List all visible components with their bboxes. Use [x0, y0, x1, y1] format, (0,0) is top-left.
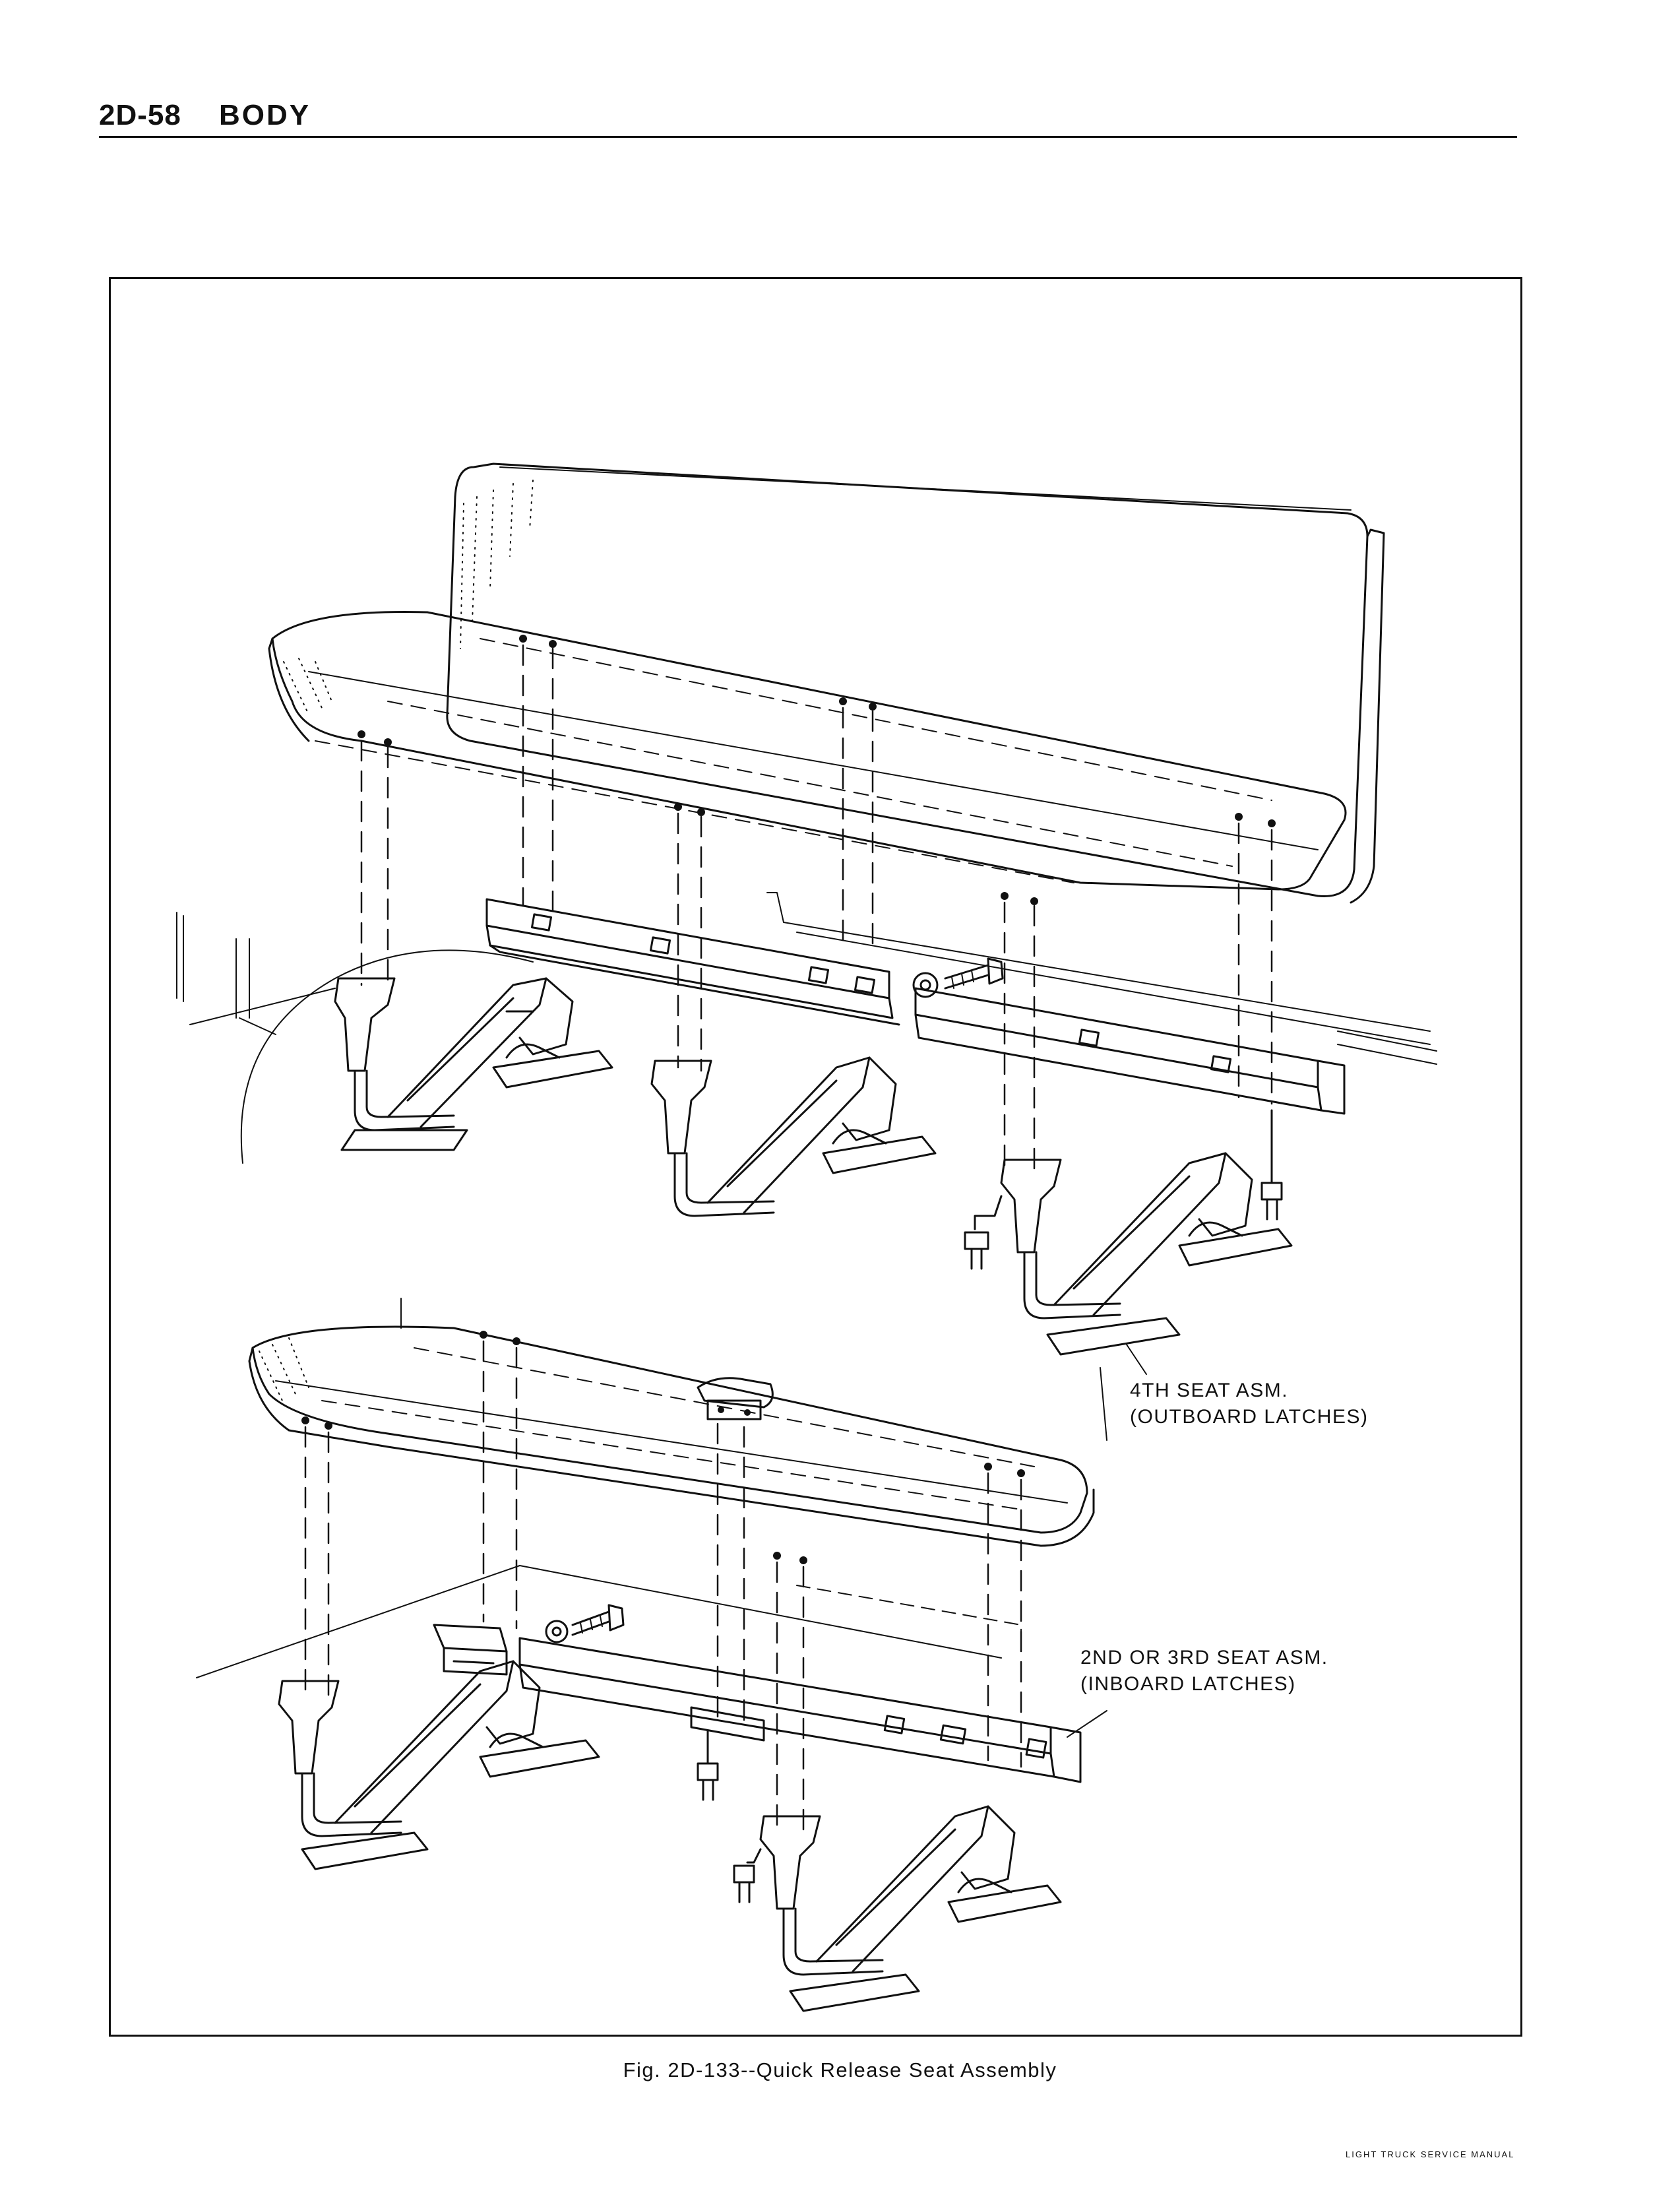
page-header [99, 99, 1517, 139]
page-number: 2D-58 [99, 99, 181, 131]
callout-fourth-seat [1130, 1378, 1368, 1430]
seat-assembly-illustration [111, 279, 1520, 2035]
leg-assembly-2 [652, 1058, 935, 1216]
footer-text: LIGHT TRUCK SERVICE MANUAL [1346, 2149, 1515, 2159]
callout-second-third-seat [1080, 1645, 1328, 1698]
header-rule [99, 136, 1517, 138]
second-third-seat-drawing [197, 1298, 1107, 2011]
leg-assembly-1 [335, 978, 612, 1150]
callout-second-third-seat-line1: 2ND OR 3RD SEAT ASM. [1080, 1647, 1328, 1668]
callout-fourth-seat-line1: 4TH SEAT ASM. [1130, 1380, 1289, 1401]
figure-caption: Fig. 2D-133--Quick Release Seat Assembly [623, 2058, 1057, 2081]
callout-second-third-seat-line2: (INBOARD LATCHES) [1080, 1673, 1296, 1695]
figure-frame [109, 277, 1522, 2037]
fourth-seat-drawing [177, 464, 1437, 1374]
leg-assembly-5 [734, 1806, 1061, 2011]
callout-fourth-seat-line2: (OUTBOARD LATCHES) [1130, 1406, 1369, 1428]
section-title: BODY [219, 99, 311, 131]
leg-assembly-3 [965, 1153, 1291, 1354]
